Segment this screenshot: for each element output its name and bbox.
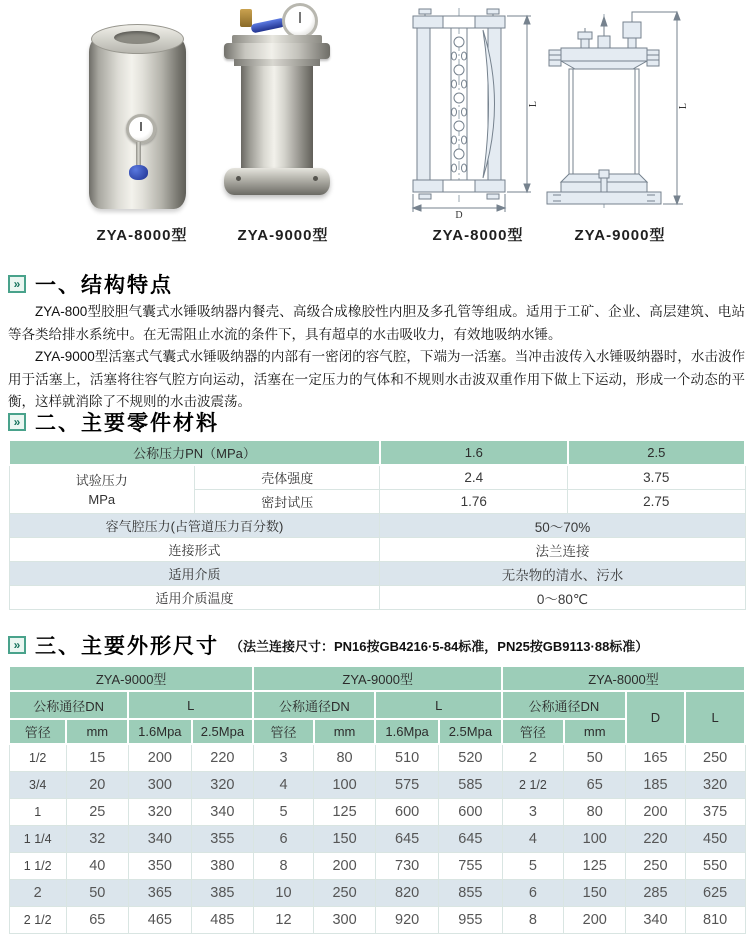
data-cell: 810	[685, 907, 745, 934]
data-cell: 185	[626, 772, 686, 799]
data-cell: 125	[564, 853, 626, 880]
header-cell: mm	[564, 719, 626, 744]
header-cell: 2.5Mpa	[439, 719, 502, 744]
drawing-zya8000	[403, 6, 541, 218]
gallery-label: ZYA-8000型	[432, 227, 524, 244]
data-cell: 40	[66, 853, 128, 880]
data-cell: 510	[375, 744, 438, 772]
data-cell: 855	[439, 880, 502, 907]
header-cell: D	[626, 691, 686, 744]
table-row	[9, 772, 745, 799]
data-cell: 375	[685, 799, 745, 826]
top-flange	[224, 43, 330, 59]
table-row	[9, 826, 745, 853]
data-cell: 355	[192, 826, 254, 853]
data-cell: 65	[66, 907, 128, 934]
bolt-hole	[236, 176, 241, 181]
data-cell: 200	[564, 907, 626, 934]
dim-label-d: D	[455, 210, 463, 218]
section-marker-icon: »	[8, 413, 26, 431]
data-cell: 5	[502, 853, 564, 880]
product-photo-zya8000	[85, 22, 190, 214]
data-cell: 250	[685, 744, 745, 772]
data-cell: 150	[314, 826, 376, 853]
table-row	[9, 538, 745, 562]
pressure-gauge-icon	[282, 3, 318, 39]
data-cell: 485	[192, 907, 254, 934]
blue-valve-icon	[129, 165, 148, 180]
data-cell: 2	[502, 744, 564, 772]
data-cell: 5	[253, 799, 313, 826]
data-cell: 645	[439, 826, 502, 853]
data-cell: 3	[502, 799, 564, 826]
brass-fitting-icon	[240, 9, 252, 27]
data-cell: 无杂物的清水、污水	[380, 562, 745, 586]
header-cell: mm	[66, 719, 128, 744]
header-cell: 管径	[253, 719, 313, 744]
data-cell: 3.75	[568, 465, 745, 490]
data-cell: 300	[314, 907, 376, 934]
data-cell: 8	[502, 907, 564, 934]
data-cell: 350	[128, 853, 191, 880]
data-cell: 520	[439, 744, 502, 772]
data-cell: 6	[502, 880, 564, 907]
table-row	[9, 799, 745, 826]
table-row	[9, 586, 745, 610]
header-cell: 1.6	[380, 440, 568, 465]
data-cell: 2 1/2	[502, 772, 564, 799]
data-cell: 32	[66, 826, 128, 853]
data-cell: 4	[502, 826, 564, 853]
gallery-label: ZYA-9000型	[574, 227, 666, 244]
bottom-flange	[224, 168, 330, 195]
group-header-cell: ZYA-9000型	[9, 666, 253, 691]
data-cell: 1/2	[9, 744, 66, 772]
data-cell: 575	[375, 772, 438, 799]
data-cell: 1.76	[380, 490, 568, 514]
data-cell: 625	[685, 880, 745, 907]
header-cell: 公称通径DN	[9, 691, 128, 719]
header-cell: L	[128, 691, 253, 719]
section-marker-icon: »	[8, 275, 26, 293]
section-subtitle: （法兰连接尺寸：PN16按GB4216·5-84标准，PN25按GB9113·88标准）	[230, 638, 649, 654]
data-cell: 600	[439, 799, 502, 826]
dim-label-l: L	[528, 100, 539, 108]
gallery-label: ZYA-9000型	[237, 227, 329, 244]
data-cell: 165	[626, 744, 686, 772]
data-cell: 1 1/4	[9, 826, 66, 853]
bolt-hole	[313, 176, 318, 181]
data-cell: 50	[66, 880, 128, 907]
section-heading-2	[8, 407, 219, 437]
table-row	[9, 562, 745, 586]
data-cell: 80	[564, 799, 626, 826]
data-cell: 285	[626, 880, 686, 907]
blue-lever-icon	[250, 18, 285, 34]
section-title: 二、主要零件材料	[35, 412, 219, 435]
data-cell: 1 1/2	[9, 853, 66, 880]
data-cell: 50～70%	[380, 514, 745, 538]
data-cell: 645	[375, 826, 438, 853]
row-label-cell: 壳体强度	[194, 465, 379, 490]
data-cell: 15	[66, 744, 128, 772]
section-title: 一、结构特点	[35, 274, 173, 297]
data-cell: 320	[128, 799, 191, 826]
header-cell: 1.6Mpa	[375, 719, 438, 744]
table-row	[9, 691, 745, 719]
drawing-zya9000	[541, 6, 691, 218]
table-row	[9, 880, 745, 907]
table-row	[9, 666, 745, 691]
data-cell: 4	[253, 772, 313, 799]
data-cell: 100	[564, 826, 626, 853]
data-cell: 2	[9, 880, 66, 907]
data-cell: 730	[375, 853, 438, 880]
product-photo-zya9000	[224, 3, 330, 215]
group-header-cell: ZYA-9000型	[253, 666, 502, 691]
header-cell: mm	[314, 719, 376, 744]
data-cell: 550	[685, 853, 745, 880]
data-cell: 380	[192, 853, 254, 880]
data-cell: 125	[314, 799, 376, 826]
data-cell: 65	[564, 772, 626, 799]
data-cell: 450	[685, 826, 745, 853]
dimensions-table	[8, 665, 746, 934]
data-cell: 320	[192, 772, 254, 799]
data-cell: 820	[375, 880, 438, 907]
section-heading-3	[8, 630, 648, 660]
materials-table	[8, 439, 746, 610]
row-label-line: MPa	[88, 491, 116, 507]
data-cell: 2 1/2	[9, 907, 66, 934]
header-cell: 公称通径DN	[253, 691, 375, 719]
header-cell: 管径	[9, 719, 66, 744]
data-cell: 法兰连接	[380, 538, 745, 562]
gallery-label: ZYA-8000型	[96, 227, 188, 244]
table-row	[9, 853, 745, 880]
data-cell: 300	[128, 772, 191, 799]
data-cell: 955	[439, 907, 502, 934]
pressure-gauge-icon	[126, 114, 156, 144]
data-cell: 3	[253, 744, 313, 772]
data-cell: 585	[439, 772, 502, 799]
data-cell: 2.75	[568, 490, 745, 514]
gauge-stem	[136, 142, 141, 166]
row-label-cell	[9, 465, 194, 514]
cylinder-body	[241, 66, 313, 170]
data-cell: 6	[253, 826, 313, 853]
dim-label-l: L	[678, 102, 689, 110]
header-cell: L	[685, 691, 745, 744]
data-cell: 250	[314, 880, 376, 907]
data-cell: 150	[564, 880, 626, 907]
row-label-cell: 适用介质	[9, 562, 380, 586]
data-cell: 200	[314, 853, 376, 880]
header-cell: 2.5	[568, 440, 745, 465]
table-row	[9, 744, 745, 772]
row-label-cell: 连接形式	[9, 538, 380, 562]
data-cell: 385	[192, 880, 254, 907]
data-cell: 220	[192, 744, 254, 772]
data-cell: 3/4	[9, 772, 66, 799]
row-label-line: 试验压力	[75, 472, 128, 488]
data-cell: 200	[626, 799, 686, 826]
table-row	[9, 440, 745, 465]
data-cell: 12	[253, 907, 313, 934]
table-row	[9, 514, 745, 538]
table-row	[9, 465, 745, 490]
data-cell: 320	[685, 772, 745, 799]
cylinder-top-opening	[114, 31, 160, 44]
table-row	[9, 907, 745, 934]
data-cell: 100	[314, 772, 376, 799]
data-cell: 8	[253, 853, 313, 880]
data-cell: 340	[128, 826, 191, 853]
row-label-cell: 适用介质温度	[9, 586, 380, 610]
paragraph: ZYA-9000型活塞式气囊式水锤吸纳器的内部有一密闭的容气腔，下端为一活塞。当冲击波传入水锤吸纳器时，水击波作用于活塞上，活塞将往容气腔方向运动，活塞在一定压力的气体和不规则水击波双重作用下做上下运动，形成一个动态的平衡，这样就消除了不规则的水击波震荡。	[8, 349, 745, 409]
data-cell: 10	[253, 880, 313, 907]
data-cell: 20	[66, 772, 128, 799]
data-cell: 0～80℃	[380, 586, 745, 610]
data-cell: 365	[128, 880, 191, 907]
header-cell: 2.5Mpa	[192, 719, 254, 744]
data-cell: 600	[375, 799, 438, 826]
section-heading-1	[8, 269, 173, 299]
data-cell: 250	[626, 853, 686, 880]
data-cell: 80	[314, 744, 376, 772]
data-cell: 340	[626, 907, 686, 934]
data-cell: 465	[128, 907, 191, 934]
header-cell: L	[375, 691, 502, 719]
group-header-cell: ZYA-8000型	[502, 666, 745, 691]
row-label-cell: 密封试压	[194, 490, 379, 514]
section-marker-icon: »	[8, 636, 26, 654]
header-cell: 1.6Mpa	[128, 719, 191, 744]
data-cell: 220	[626, 826, 686, 853]
paragraph: ZYA-800型胶胆气囊式水锤吸纳器内餐壳、高级合成橡胶性内胆及多孔管等组成。适用于工矿、企业、高层建筑、电站等各类给排水系统中。在无需阻止水流的条件下，具有超卓的水击吸收力，有效地吸纳水锤。	[8, 304, 745, 342]
data-cell: 200	[128, 744, 191, 772]
data-cell: 755	[439, 853, 502, 880]
section-title: 三、主要外形尺寸	[35, 635, 219, 658]
data-cell: 50	[564, 744, 626, 772]
flange-neck	[234, 59, 320, 66]
header-cell: 公称压力PN（MPa）	[9, 440, 380, 465]
data-cell: 340	[192, 799, 254, 826]
data-cell: 25	[66, 799, 128, 826]
feature-paragraphs	[8, 301, 745, 414]
header-cell: 管径	[502, 719, 564, 744]
row-label-cell: 容气腔压力(占管道压力百分数)	[9, 514, 380, 538]
data-cell: 1	[9, 799, 66, 826]
data-cell: 920	[375, 907, 438, 934]
data-cell: 2.4	[380, 465, 568, 490]
header-cell: 公称通径DN	[502, 691, 626, 719]
